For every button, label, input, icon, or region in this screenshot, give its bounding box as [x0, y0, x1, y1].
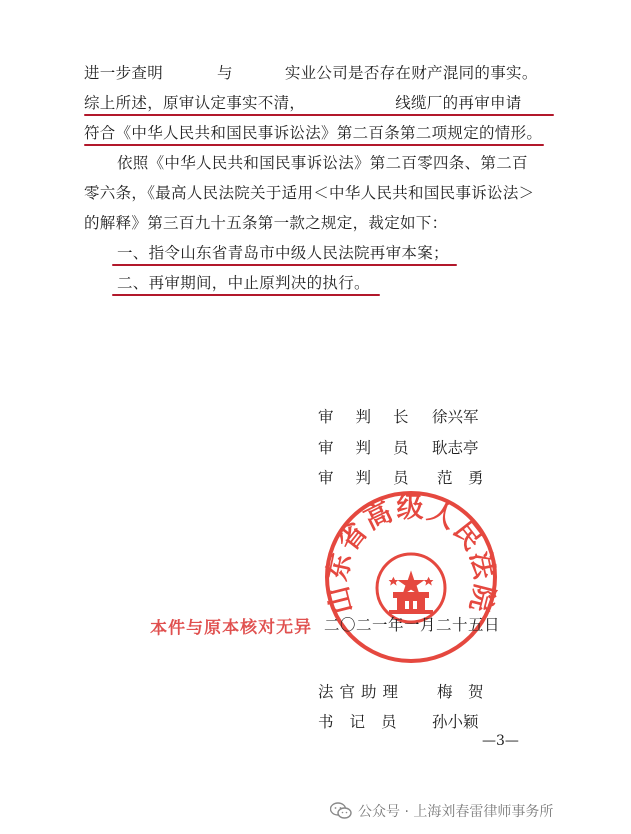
sig-clerk	[318, 710, 413, 732]
presiding-name: 徐兴军	[432, 408, 479, 426]
assistant-name: 梅 贺	[437, 683, 484, 701]
national-emblem-icon	[377, 554, 445, 622]
judge1-role: 审判员	[318, 439, 431, 457]
wechat-icon	[330, 802, 352, 820]
body-line-8: 二、再审期间，中止原判决的执行。	[117, 274, 370, 292]
footer-label: 公众号 · 上海刘春雷律师事务所	[358, 804, 554, 820]
footer-watermark	[330, 801, 553, 821]
seal-text: 山东省高级人民法院	[322, 493, 500, 617]
body-line-1c: 实业公司是否存在财产混同的事实。	[284, 64, 538, 82]
body-line-3: 符合《中华人民共和国民事诉讼法》第二百条第二项规定的情形。	[84, 124, 543, 142]
body-line-5: 零六条，《最高人民法院关于适用＜中华人民共和国民事诉讼法＞	[84, 184, 535, 202]
judge2-name: 范 勇	[437, 469, 484, 487]
underline-7	[112, 264, 457, 266]
body-line-2	[84, 92, 522, 114]
clerk-role: 书记员	[318, 713, 413, 731]
page-number: —3—	[482, 733, 519, 749]
sig-judge2	[318, 466, 431, 488]
judgment-date: 二〇二一年一月二十五日	[324, 616, 501, 634]
body-line-4: 依照《中华人民共和国民事诉讼法》第二百零四条、第二百	[117, 154, 528, 172]
underline-3	[84, 144, 544, 146]
body-line-6: 的解释》第三百九十五条第一款之规定，裁定如下：	[84, 214, 448, 232]
judge2-role: 审判员	[318, 469, 431, 487]
copy-verified-stamp: 本件与原本核对无异	[149, 617, 313, 639]
body-line-2a: 综上所述，原审认定事实不清，	[84, 94, 306, 112]
assistant-role: 法官助理	[318, 683, 405, 701]
presiding-role: 审判长	[318, 408, 431, 426]
sig-judge1	[318, 436, 431, 458]
clerk-name: 孙小颖	[432, 713, 479, 731]
body-line-1a: 进一步查明	[84, 64, 164, 82]
body-line-7: 一、指令山东省青岛市中级人民法院再审本案；	[117, 244, 449, 262]
underline-2	[84, 114, 554, 116]
underline-8	[112, 294, 380, 296]
body-line-2b: 线缆厂的再审申请	[395, 94, 522, 112]
body-line-1b: 与	[217, 64, 233, 82]
body-line-1	[84, 62, 538, 84]
court-seal	[322, 488, 500, 666]
judge1-name: 耿志亭	[432, 439, 479, 457]
sig-presiding	[318, 405, 431, 427]
